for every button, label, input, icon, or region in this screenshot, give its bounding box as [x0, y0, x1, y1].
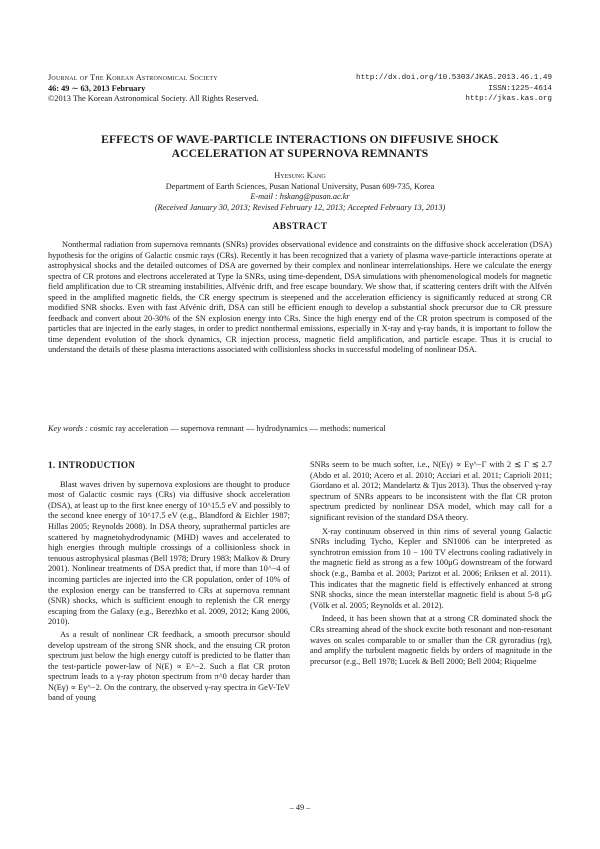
paper-title	[48, 133, 552, 160]
website-link[interactable]: http://jkas.kas.org	[465, 95, 552, 104]
title-line-2: ACCELERATION AT SUPERNOVA REMNANTS	[171, 146, 429, 160]
dates: (Received January 30, 2013; Revised February 12, 2013; Accepted February 13, 2013)	[154, 203, 446, 213]
intro-paragraph-1: Blast waves driven by supernova explosions are thought to produce most of Galactic cosmic rays (CRs) via diffusive shock acceleration (DSA), at least up to the first knee energy of 10^15.5 eV and possibly to the second knee energy of 10^17.5 eV (e.g., Blandford & Eichler 1987; Hillas 2005; Reynolds 2008). In DSA theory, suprathermal particles are scattered by magnetohydrodynamic (MHD) waves and accelerated to high energies through multiple crossings of a collisionless shock in tenuous astrophysical plasmas (Bell 1978; Drury 1983; Malkov & Drury 2001). Nonlinear treatments of DSA predict that, if more than 10^−4 of incoming particles are injected into the CR population, order of 10% of the explosion energy can be transferred to CRs at supernova remnant (SNR) shocks, which is sufficient enough to replenish the CR energy escaping from the Galaxy (e.g., Berezhko et al. 2009, 2012; Kang 2006, 2010).	[48, 479, 290, 627]
abstract-heading: ABSTRACT	[272, 222, 328, 232]
email: E-mail : hskang@pusan.ac.kr	[250, 192, 350, 202]
abstract-text: Nonthermal radiation from supernova remnants (SNRs) provides observational evidence and constraints on the diffusive shock acceleration (DSA) hypothesis for the origins of Galactic cosmic rays (CRs). Recently it has been recognized that a variety of plasma wave-particle interactions operate at astrophysical shocks and the detailed outcomes of DSA are governed by their complex and nonlinear interrelationships. Here we calculate the energy spectra of CR protons and electrons accelerated at Type Ia SNRs, using time-dependent, DSA simulations with phenomenological models for magnetic field amplification due to CR streaming instabilities, Alfvénic drift, and free escape boundary. We show that, if scattering centers drift with the Alfvén speed in the amplified magnetic fields, the CR energy spectrum is steepened and the acceleration efficiency is significantly reduced at strong CR modified SNR shocks. Even with fast Afvénic drift, DSA can still be efficient enough to develop a substantial shock precursor due to CR pressure feedback and convert about 20-30% of the SN explosion energy into CRs. Since the high energy end of the CR proton spectrum is composed of the particles that are injected in the early stages, in order to predict nonthermal emissions, especially in X-ray and γ-ray bands, it is important to follow the time dependent evolution of the shock dynamics, CR injection process, magnetic field amplification, and particle escape. Thus it is crucial to understand the details of these plasma interactions associated with collisionless shocks in successful modeling of nonlinear DSA.	[48, 240, 552, 354]
intro-paragraph-2: As a result of nonlinear CR feedback, a smooth precursor should develop upstream of the strong SNR shock, and the ensuing CR proton spectrum just below the high energy cutoff is predicted to be flatter than the test-particle power-law of N(E) ∝ E^−2. Such a flat CR proton spectrum leads to a γ-ray photon spectrum from π^0 decay harder than N(Eγ) ∝ Eγ^−2. On the contrary, the observed γ-ray spectra in GeV-TeV band of young	[48, 629, 290, 703]
journal-header	[48, 73, 258, 105]
keywords-label: Key words :	[48, 424, 88, 433]
intro-paragraph-5: Indeed, it has been shown that at a strong CR dominated shock the CRs streaming ahead of the shock excite both resonant and non-resonant waves on scales comparable to or smaller than the CR gyroradius (rg), and amplify the turbulent magnetic fields by orders of magnitude in the precursor (e.g., Bell 1978; Lucek & Bell 2000; Bell 2004; Riquelme	[310, 614, 552, 666]
author-name: Hyesung Kang	[274, 171, 326, 180]
copyright-line: ©2013 The Korean Astronomical Society. All Rights Reserved.	[48, 94, 259, 104]
intro-paragraph-3: SNRs seem to be much softer, i.e., N(Eγ) ∝ Eγ^−Γ with 2 ≲ Γ ≲ 2.7 (Abdo et al. 2010; Acero et al. 2010; Acciari et al. 2011; Caprioli 2011; Giordano et al. 2012; Mandelartz & Tjus 2013). Thus the observed γ-ray spectrum of SNRs appears to be inconsistent with the flat CR proton spectrum predicted by nonlinear DSA model, which may call for a significant revision of the standard DSA theory.	[310, 460, 552, 522]
issn: ISSN:1225-4614	[488, 84, 552, 93]
affiliation: Department of Earth Sciences, Pusan National University, Pusan 609-735, Korea	[165, 181, 435, 191]
journal-name: Journal of The Korean Astronomical Society	[48, 73, 218, 82]
title-line-1: EFFECTS OF WAVE-PARTICLE INTERACTIONS ON DIFFUSIVE SHOCK	[101, 133, 499, 146]
page-number: – 49 –	[289, 803, 311, 812]
publication-info	[356, 73, 552, 105]
section-heading: 1. INTRODUCTION	[48, 460, 136, 470]
keywords	[48, 424, 552, 435]
keywords-text: cosmic ray acceleration — supernova remnant — hydrodynamics — methods: numerical	[89, 424, 386, 433]
volume-line: 46: 49 ∼ 63, 2013 February	[48, 83, 146, 93]
left-column	[48, 460, 290, 704]
doi-link[interactable]: http://dx.doi.org/10.5303/JKAS.2013.46.1.49	[356, 74, 552, 82]
intro-paragraph-4: X-ray continuum observed in thin rims of several young Galactic SNRs including Tycho, Kepler and SN1006 can be interpreted as synchrotron emission from 10 − 100 TV electrons cooling radiatively in the magnetic field as strong as a few 100μG downstream of the forward shock (e.g., Bamba et al. 2003; Parizot et al. 2006; Eriksen et al. 2011). This indicates that the magnetic field is effectively enhanced at strong SNR shocks, since the mean interstellar magnetic field is about 5-8 μG (Völk et al. 2005; Reynolds et al. 2012).	[310, 526, 552, 610]
right-column	[310, 460, 552, 667]
author-block	[48, 171, 552, 214]
